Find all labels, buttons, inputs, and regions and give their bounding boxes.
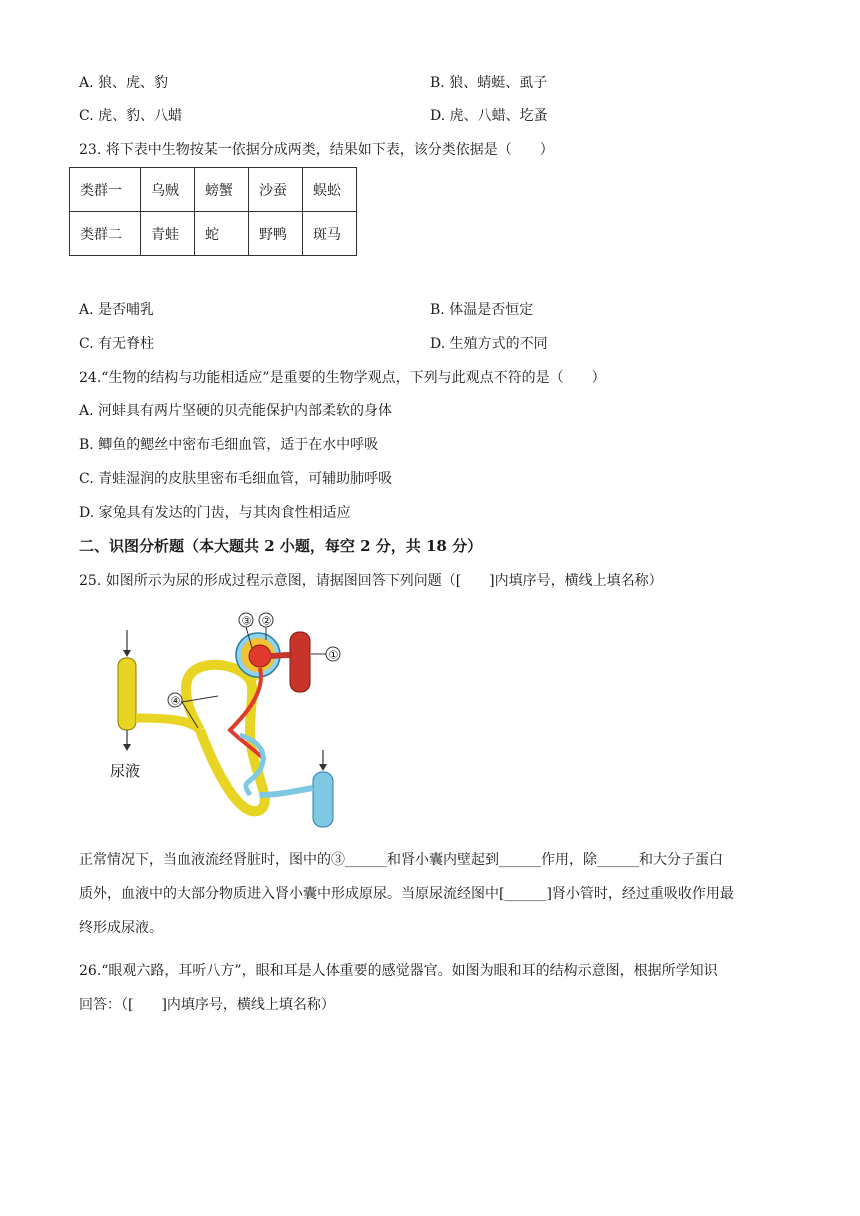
q23-option-b: B. 体温是否恒定 — [430, 302, 534, 318]
table-cell: 蛇 — [195, 212, 249, 256]
q25-paragraph-line: 质外，血液中的大部分物质进入肾小囊中形成原尿。当原尿流经图中[______]肾小管时，经过重吸收作用最 — [79, 886, 734, 902]
section-heading: 二、识图分析题（本大题共 2 小题，每空 2 分，共 18 分） — [79, 537, 483, 555]
label-2: ② — [261, 614, 272, 628]
table-cell: 青蛙 — [141, 212, 195, 256]
q25-stem: 25. 如图所示为尿的形成过程示意图，请据图回答下列问题（[ ]内填序号，横线上填名称） — [79, 573, 663, 589]
vein — [313, 772, 333, 827]
label-1: ① — [328, 648, 339, 662]
q25-paragraph-line: 终形成尿液。 — [79, 920, 163, 936]
table-cell: 蜈蚣 — [303, 168, 357, 212]
table-row — [70, 212, 357, 256]
afferent-arteriole — [270, 655, 290, 656]
table-cell: 野鸭 — [249, 212, 303, 256]
glomerulus — [249, 645, 271, 667]
q24-option-b: B. 鲫鱼的鳃丝中密布毛细血管，适于在水中呼吸 — [79, 437, 379, 453]
q22-option-c: C. 虎、豹、八蜡 — [79, 108, 183, 124]
arrow-head-icon — [123, 650, 131, 657]
q23-stem: 23. 将下表中生物按某一依据分成两类，结果如下表，该分类依据是（ ） — [79, 142, 554, 158]
table-cell: 类群一 — [70, 168, 141, 212]
table-cell: 沙蚕 — [249, 168, 303, 212]
q24-option-c: C. 青蛙湿润的皮肤里密布毛细血管，可辅助肺呼吸 — [79, 471, 393, 487]
arrow-head-icon — [123, 744, 131, 751]
classification-table — [69, 167, 357, 256]
label-3: ③ — [241, 614, 252, 628]
q23-option-a: A. 是否哺乳 — [79, 302, 155, 318]
renal-tubule — [186, 665, 265, 811]
table-cell: 螃蟹 — [195, 168, 249, 212]
q26-stem: 26.“眼观六路，耳听八方”，眼和耳是人体重要的感觉器官。如图为眼和耳的结构示意图，根据所学知识 — [79, 963, 718, 979]
urine-formation-diagram — [100, 610, 360, 835]
q25-paragraph-line: 正常情况下，当血液流经肾脏时，图中的③______和肾小囊内壁起到______作用，除______和大分子蛋白 — [79, 852, 723, 868]
table-cell: 乌贼 — [141, 168, 195, 212]
label-4: ④ — [170, 694, 181, 708]
q24-option-d: D. 家兔具有发达的门齿，与其肉食性相适应 — [79, 505, 351, 521]
arrow-head-icon — [319, 764, 327, 771]
q22-option-b: B. 狼、蜻蜓、虱子 — [430, 75, 548, 91]
q22-option-d: D. 虎、八蜡、圪蚤 — [430, 108, 548, 124]
urine-label: 尿液 — [110, 762, 141, 780]
q24-option-a: A. 河蚌具有两片坚硬的贝壳能保护内部柔软的身体 — [79, 403, 393, 419]
q24-stem: 24.“生物的结构与功能相适应”是重要的生物学观点，下列与此观点不符的是（ ） — [79, 370, 606, 386]
table-cell: 类群二 — [70, 212, 141, 256]
collecting-duct — [118, 658, 136, 730]
table-row — [70, 168, 357, 212]
q22-option-a: A. 狼、虎、豹 — [79, 75, 169, 91]
artery — [290, 632, 310, 692]
q23-option-d: D. 生殖方式的不同 — [430, 336, 548, 352]
table-cell: 斑马 — [303, 212, 357, 256]
q23-option-c: C. 有无脊柱 — [79, 336, 155, 352]
q26-stem-line2: 回答：（[ ]内填序号，横线上填名称） — [79, 997, 335, 1013]
